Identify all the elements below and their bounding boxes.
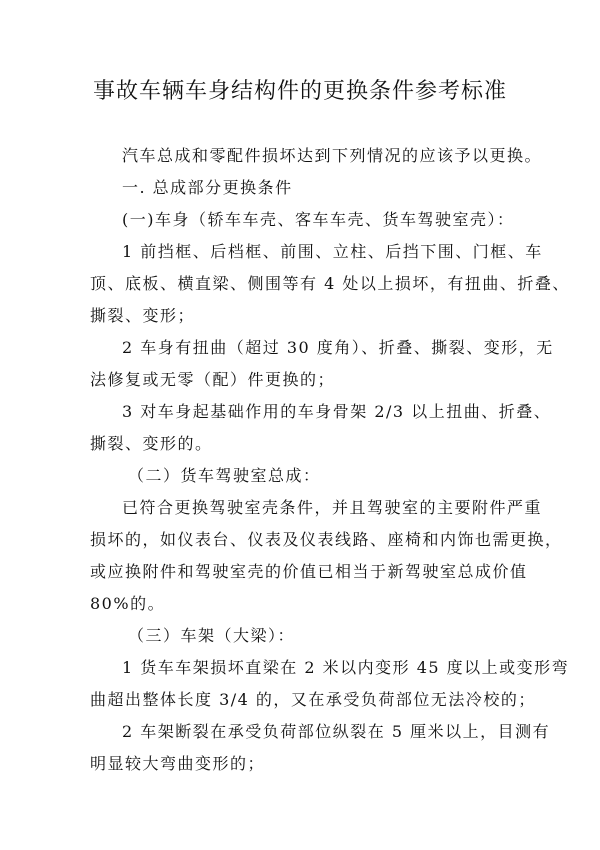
- subsection-heading-cab: （二）货车驾驶室总成：: [128, 466, 321, 485]
- paragraph-line: 或应换附件和驾驶室壳的价值已相当于新驾驶室总成价值: [90, 562, 528, 581]
- paragraph-line: 1 货车车架损坏直梁在 2 米以内变形 45 度以上或变形弯: [122, 658, 570, 677]
- paragraph-line: 明显较大弯曲变形的；: [90, 754, 266, 773]
- paragraph-line: 2 车架断裂在承受负荷部位纵裂在 5 厘米以上，目测有: [122, 722, 551, 741]
- paragraph-line: 1 前挡框、后档框、前围、立柱、后挡下围、门框、车: [122, 242, 543, 261]
- paragraph-line: 80%的。: [90, 594, 166, 613]
- section-heading: 一. 总成部分更换条件: [122, 178, 293, 197]
- document-title: 事故车辆车身结构件的更换条件参考标准: [92, 79, 507, 104]
- paragraph-line: 撕裂、变形的。: [90, 434, 213, 453]
- subsection-heading-body: (一)车身（轿车车壳、客车车壳、货车驾驶室壳）：: [122, 210, 515, 229]
- paragraph-line: 曲超出整体长度 3/4 的，又在承受负荷部位无法冷校的；: [90, 690, 536, 709]
- paragraph-line: 法修复或无零（配）件更换的；: [90, 370, 336, 389]
- paragraph-line: 顶、底板、横直梁、侧围等有 4 处以上损坏，有扭曲、折叠、: [90, 274, 570, 293]
- paragraph-line: 损坏的，如仪表台、仪表及仪表线路、座椅和内饰也需更换，: [90, 530, 563, 549]
- paragraph-intro: 汽车总成和零配件损坏达到下列情况的应该予以更换。: [122, 146, 543, 165]
- subsection-heading-frame: （三）车架（大梁）：: [128, 626, 296, 645]
- paragraph-line: 2 车身有扭曲（超过 30 度角）、折叠、撕裂、变形，无: [122, 338, 554, 357]
- document-body: [90, 140, 570, 780]
- paragraph-line: 撕裂、变形；: [90, 306, 196, 325]
- paragraph-line: 3 对车身起基础作用的车身骨架 2/3 以上扭曲、折叠、: [122, 402, 552, 421]
- paragraph-line: 已符合更换驾驶室壳条件，并且驾驶室的主要附件严重: [122, 498, 543, 517]
